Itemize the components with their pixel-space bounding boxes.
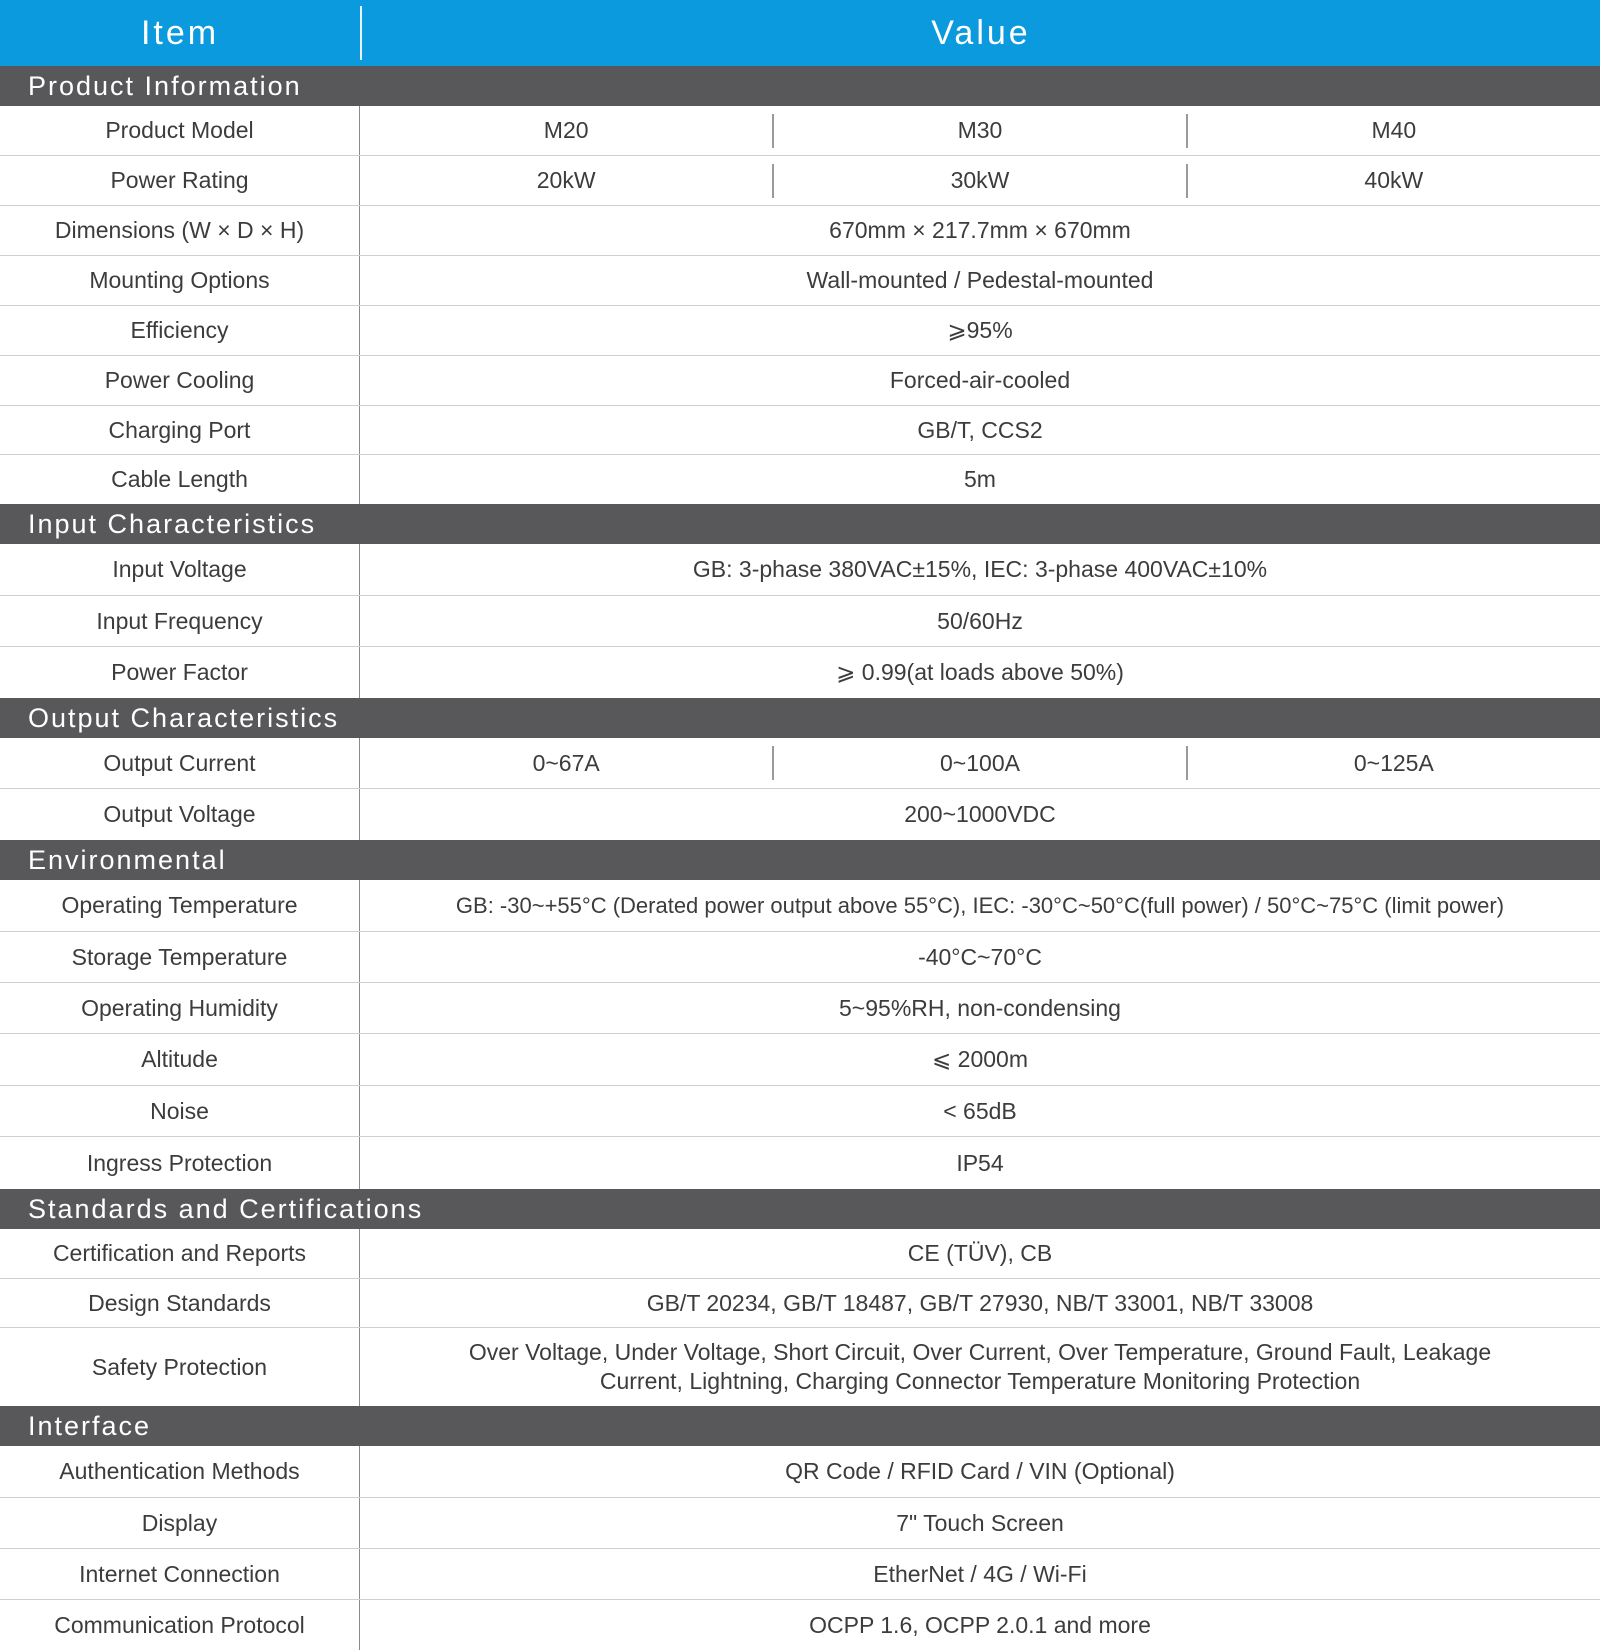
row-label: Power Cooling — [0, 356, 360, 405]
row-value: GB: -30~+55°C (Derated power output above 55°C), IEC: -30°C~50°C(full power) / 50°C~75°C (limit power) — [455, 893, 1505, 918]
row-label: Mounting Options — [0, 256, 360, 305]
row-output-voltage — [0, 789, 1600, 840]
row-label: Input Frequency — [0, 596, 360, 646]
section-standards-certifications: Standards and Certifications — [0, 1189, 1600, 1229]
row-ingress-protection — [0, 1137, 1600, 1189]
row-value: OCPP 1.6, OCPP 2.0.1 and more — [809, 1611, 1151, 1638]
row-value: ⩾95% — [947, 317, 1013, 343]
row-label: Operating Temperature — [0, 880, 360, 931]
row-altitude — [0, 1034, 1600, 1086]
row-values — [360, 738, 1600, 788]
row-label: Output Voltage — [0, 789, 360, 840]
row-power-rating — [0, 156, 1600, 206]
row-label: Cable Length — [0, 455, 360, 504]
row-certification — [0, 1229, 1600, 1279]
row-values — [360, 106, 1600, 155]
row-design-standards — [0, 1279, 1600, 1328]
row-value: CE (TÜV), CB — [907, 1240, 1053, 1266]
row-operating-humidity — [0, 983, 1600, 1034]
section-interface: Interface — [0, 1406, 1600, 1446]
row-noise — [0, 1086, 1600, 1137]
row-operating-temperature — [0, 880, 1600, 932]
row-storage-temperature — [0, 932, 1600, 983]
row-value: Forced-air-cooled — [889, 367, 1071, 393]
row-label: Certification and Reports — [0, 1229, 360, 1278]
section-output-characteristics: Output Characteristics — [0, 698, 1600, 738]
row-value: 5m — [964, 466, 996, 492]
row-label: Altitude — [0, 1034, 360, 1085]
row-charging-port — [0, 406, 1600, 455]
row-label: Input Voltage — [0, 544, 360, 595]
section-product-information: Product Information — [0, 66, 1600, 106]
row-power-factor — [0, 647, 1600, 698]
row-authentication-methods — [0, 1446, 1600, 1498]
row-dimensions — [0, 206, 1600, 256]
row-label: Authentication Methods — [0, 1446, 360, 1497]
row-label: Output Current — [0, 738, 360, 788]
section-environmental: Environmental — [0, 840, 1600, 880]
row-input-voltage — [0, 544, 1600, 596]
header-value: Value — [931, 13, 1031, 52]
row-label: Dimensions (W × D × H) — [0, 206, 360, 255]
row-label: Design Standards — [0, 1279, 360, 1327]
row-label: Noise — [0, 1086, 360, 1136]
row-value: -40°C~70°C — [918, 943, 1042, 970]
row-label: Display — [0, 1498, 360, 1548]
row-safety-protection — [0, 1328, 1600, 1406]
row-value: GB/T, CCS2 — [917, 416, 1043, 443]
header-item: Item — [140, 13, 220, 52]
row-communication-protocol — [0, 1600, 1600, 1650]
row-display — [0, 1498, 1600, 1549]
value-m40: M40 — [1371, 117, 1417, 143]
row-value: 670mm × 217.7mm × 670mm — [829, 217, 1131, 243]
row-value: < 65dB — [943, 1097, 1017, 1124]
row-values — [360, 156, 1600, 205]
row-value: ⩽ 2000m — [932, 1046, 1028, 1072]
row-label: Power Factor — [0, 647, 360, 698]
row-label: Communication Protocol — [0, 1600, 360, 1650]
row-value: IP54 — [956, 1149, 1004, 1176]
value-125a: 0~125A — [1353, 749, 1434, 776]
row-value: QR Code / RFID Card / VIN (Optional) — [785, 1458, 1175, 1484]
row-label: Efficiency — [0, 306, 360, 355]
value-100a: 0~100A — [940, 749, 1020, 776]
table-header — [0, 0, 1600, 66]
row-product-model — [0, 106, 1600, 156]
row-label: Power Rating — [0, 156, 360, 205]
row-value: 200~1000VDC — [904, 801, 1056, 827]
row-power-cooling — [0, 356, 1600, 406]
row-value: EtherNet / 4G / Wi-Fi — [873, 1560, 1087, 1587]
value-20kw: 20kW — [536, 167, 596, 193]
row-value: 50/60Hz — [937, 607, 1023, 634]
section-input-characteristics: Input Characteristics — [0, 504, 1600, 544]
row-label: Operating Humidity — [0, 983, 360, 1033]
row-value: Wall-mounted / Pedestal-mounted — [806, 267, 1154, 293]
row-output-current — [0, 738, 1600, 789]
value-m30: M30 — [957, 117, 1003, 143]
row-label: Storage Temperature — [0, 932, 360, 982]
value-40kw: 40kW — [1364, 167, 1424, 193]
row-label: Ingress Protection — [0, 1137, 360, 1189]
row-label: Product Model — [0, 106, 360, 155]
row-efficiency — [0, 306, 1600, 356]
row-value: 5~95%RH, non-condensing — [839, 994, 1121, 1021]
value-m20: M20 — [543, 117, 589, 143]
row-label: Charging Port — [0, 406, 360, 454]
row-value: ⩾ 0.99(at loads above 50%) — [836, 659, 1124, 685]
row-internet-connection — [0, 1549, 1600, 1600]
row-value: GB/T 20234, GB/T 18487, GB/T 27930, NB/T 33001, NB/T 33008 — [646, 1289, 1314, 1316]
row-mounting-options — [0, 256, 1600, 306]
row-cable-length — [0, 455, 1600, 504]
value-67a: 0~67A — [532, 749, 600, 776]
value-30kw: 30kW — [950, 167, 1010, 193]
row-input-frequency — [0, 596, 1600, 647]
row-value: GB: 3-phase 380VAC±15%, IEC: 3-phase 400VAC±10% — [692, 556, 1268, 582]
row-value: 7" Touch Screen — [896, 1509, 1064, 1536]
row-label: Safety Protection — [0, 1328, 360, 1406]
row-value: Over Voltage, Under Voltage, Short Circuit, Over Current, Over Temperature, Ground Fault, Leakage Current, Lightning, Charging Connector Temperature Monitoring Protection — [468, 1339, 1492, 1394]
row-label: Internet Connection — [0, 1549, 360, 1599]
